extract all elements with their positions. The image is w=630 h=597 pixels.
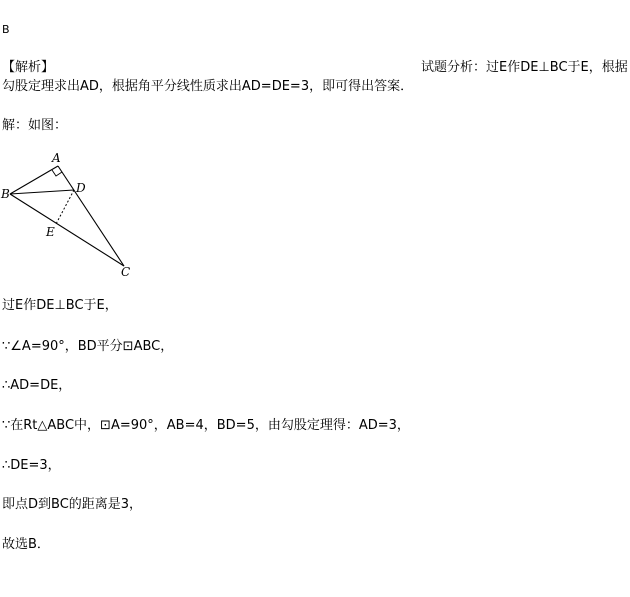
solution-label: 解：如图： xyxy=(2,118,68,133)
step-4: ∵在Rt△ABC中，⊡A=90°，AB=4，BD=5，由勾股定理得：AD=3， xyxy=(2,418,410,433)
label-c: C xyxy=(121,265,131,278)
segment-ba xyxy=(10,166,58,194)
segment-ac xyxy=(58,166,124,266)
segment-bd xyxy=(10,190,74,194)
analysis-tag: 【解析】 xyxy=(2,60,55,75)
geometry-figure xyxy=(0,148,140,278)
step-1: 过E作DE⊥BC于E， xyxy=(2,298,118,313)
analysis-intro: 试题分析：过E作DE⊥BC于E，根据 xyxy=(421,60,628,75)
right-angle-mark xyxy=(52,170,62,176)
label-a: A xyxy=(52,151,61,165)
label-e: E xyxy=(46,225,55,239)
label-d: D xyxy=(76,181,86,195)
step-6: 即点D到BC的距离是3， xyxy=(2,497,143,512)
analysis-continuation: 勾股定理求出AD，根据角平分线性质求出AD=DE=3，即可得出答案． xyxy=(2,79,414,94)
segment-bc xyxy=(10,194,124,266)
step-2: ∵∠A=90°，BD平分⊡ABC， xyxy=(2,339,174,354)
step-7: 故选B． xyxy=(2,537,50,552)
answer-text: B xyxy=(2,23,10,36)
segment-de xyxy=(56,190,74,224)
step-5: ∴DE=3， xyxy=(2,458,61,473)
label-b: B xyxy=(1,187,10,201)
step-3: ∴AD=DE， xyxy=(2,378,72,393)
